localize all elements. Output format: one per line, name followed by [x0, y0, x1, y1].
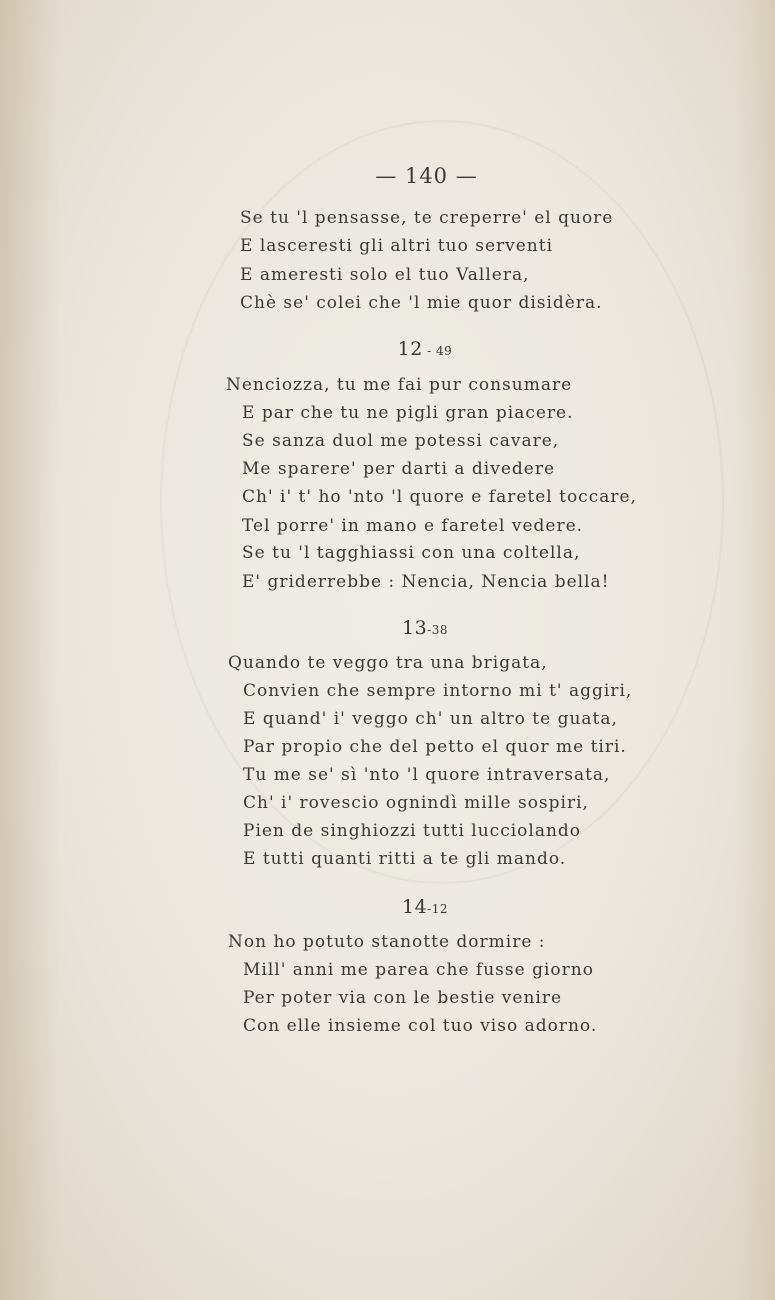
poem-line: Convien che sempre intorno mi t' aggiri,: [243, 681, 633, 701]
stanza-number: 13: [401, 617, 428, 639]
poem-line: Tu me se' sì 'nto 'l quore intraversata,: [243, 765, 611, 785]
page-number: — 140 —: [375, 164, 478, 188]
poem-line: Tel porre' in mano e faretel vedere.: [242, 516, 584, 536]
poem-line: Con elle insieme col tuo viso adorno.: [243, 1016, 598, 1036]
poem-line: Nenciozza, tu me fai pur consumare: [226, 375, 573, 395]
stanza-number: 14: [401, 896, 428, 918]
poem-line: Ch' i' t' ho 'nto 'l quore e faretel toccare,: [242, 487, 637, 507]
poem-line: E quand' i' veggo ch' un altro te guata,: [243, 709, 618, 729]
poem-line: E par che tu ne pigli gran piacere.: [242, 403, 574, 423]
poem-line: E tutti quanti ritti a te gli mando.: [243, 849, 567, 869]
poem-line: Per poter via con le bestie venire: [243, 988, 563, 1008]
poem-line: Se sanza duol me potessi cavare,: [242, 431, 560, 451]
poem-line: E' griderrebbe : Nencia, Nencia bella!: [242, 572, 610, 592]
stanza-heading: [0, 338, 775, 360]
poem-line: Se tu 'l tagghiassi con una coltella,: [242, 543, 581, 563]
stanza-heading: [0, 896, 775, 918]
stanza-reference: 12: [431, 902, 449, 916]
stanza-separator: -: [427, 902, 432, 916]
poem-line: Par propio che del petto el quor me tiri.: [243, 737, 627, 757]
poem-line: E ameresti solo el tuo Vallera,: [240, 265, 530, 285]
stanza-separator: -: [422, 344, 437, 358]
poem-line: Mill' anni me parea che fusse giorno: [243, 960, 594, 980]
poem-line: E lasceresti gli altri tuo serventi: [240, 236, 554, 256]
stanza-heading: [0, 617, 775, 639]
stanza-number: 12: [397, 338, 423, 360]
poem-line: Non ho potuto stanotte dormire :: [228, 932, 546, 952]
stanza-separator: -: [427, 623, 432, 637]
poem-line: Chè se' colei che 'l mie quor disidèra.: [240, 293, 603, 313]
poem-line: Pien de singhiozzi tutti lucciolando: [243, 821, 582, 841]
poem-line: Quando te veggo tra una brigata,: [228, 653, 548, 673]
stanza-reference: 38: [431, 623, 449, 637]
poem-line: Me sparere' per darti a divedere: [242, 459, 556, 479]
stanza-reference: 49: [436, 344, 453, 358]
poem-line: Se tu 'l pensasse, te creperre' el quore: [240, 208, 614, 228]
poem-line: Ch' i' rovescio ognindì mille sospiri,: [243, 793, 589, 813]
